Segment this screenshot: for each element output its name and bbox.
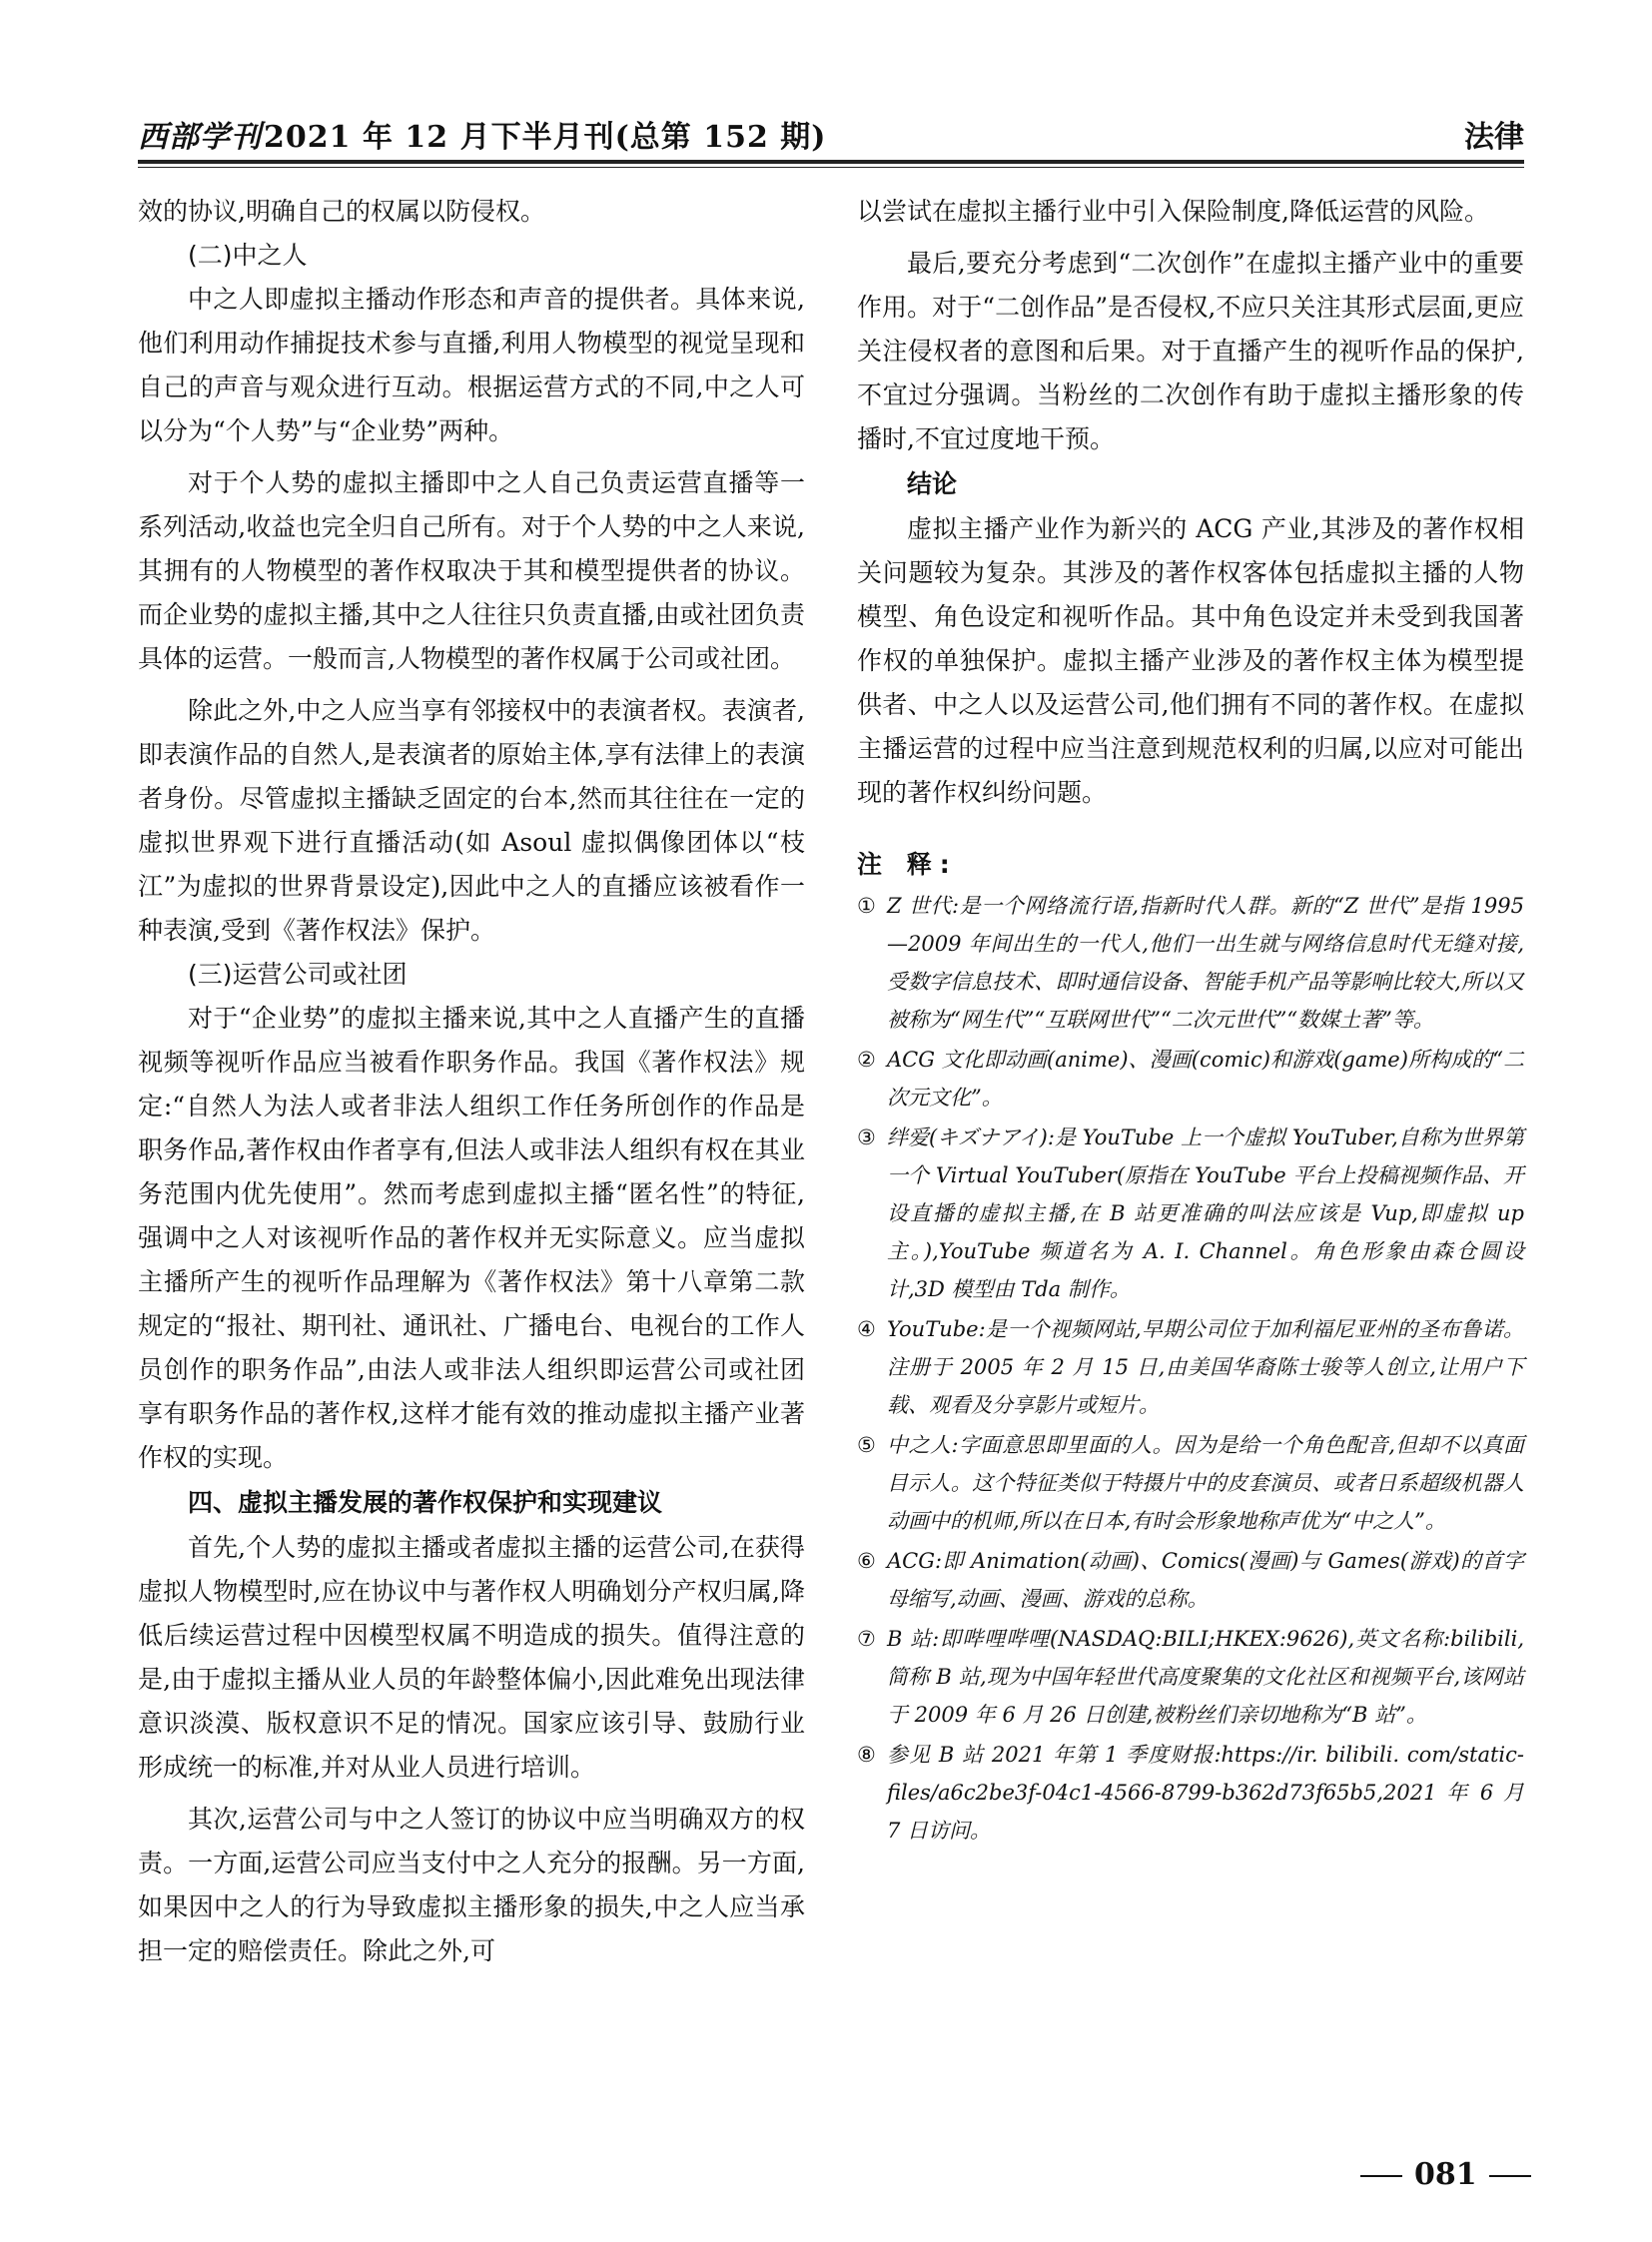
paragraph: 最后,要充分考虑到“二次创作”在虚拟主播产业中的重要作用。对于“二创作品”是否侵权,不应只关注其形式层面,更应关注侵权者的意图和后果。对于直播产生的视听作品的保护,不宜过分强调。当粉丝的二次创作有助于虚拟主播形象的传播时,不宜过度地干预。 bbox=[857, 249, 1524, 453]
note-item: ③ 绊爱(キズナアイ):是 YouTube 上一个虚拟 YouTuber,自称为世界第一个 Virtual YouTuber(原指在 YouTube 平台上投稿视频作品、开设直播的虚拟主播,在 B 站更准确的叫法应该是 Vup,即虚拟 up 主。),YouTube 频道名为 A. I. Channel。角色形象由森仓圆设计,3D 模型由 Tda 制作。 bbox=[857, 1125, 1524, 1301]
left-column bbox=[138, 190, 805, 1973]
running-header bbox=[138, 110, 1524, 156]
header-rule-thin bbox=[138, 167, 1524, 168]
paragraph: 其次,运营公司与中之人签订的协议中应当明确双方的权责。一方面,运营公司应当支付中之人充分的报酬。另一方面,如果因中之人的行为导致虚拟主播形象的损失,中之人应当承担一定的赔偿责任。除此之外,可 bbox=[138, 1805, 805, 1965]
dash-right bbox=[1489, 2175, 1531, 2177]
note-item: ① Z 世代:是一个网络流行语,指新时代人群。新的“Z 世代”是指 1995—2009 年间出生的一代人,他们一出生就与网络信息时代无缝对接,受数字信息技术、即时通信设备、智能手机产品等影响比较大,所以又被称为“网生代”“互联网世代”“二次元世代”“数媒土著”等。 bbox=[857, 894, 1524, 1032]
note-item: ⑦ B 站:即哔哩哔哩(NASDAQ:BILI;HKEX:9626),英文名称:bilibili,简称 B 站,现为中国年轻世代高度聚集的文化社区和视频平台,该网站于 2009 年 6 月 26 日创建,被粉丝们亲切地称为“B 站”。 bbox=[857, 1627, 1524, 1727]
subheading: (二)中之人 bbox=[188, 241, 308, 270]
note-item: ② ACG 文化即动画(anime)、漫画(comic)和游戏(game)所构成的“二次元文化”。 bbox=[857, 1048, 1524, 1110]
notes-list bbox=[857, 887, 1524, 1850]
paragraph: 效的协议,明确自己的权属以防侵权。 bbox=[138, 197, 545, 226]
paragraph: 对于“企业势”的虚拟主播来说,其中之人直播产生的直播视频等视听作品应当被看作职务作品。我国《著作权法》规定:“自然人为法人或者非法人组织工作任务所创作的作品是职务作品,著作权由作者享有,但法人或非法人组织有权在其业务范围内优先使用”。然而考虑到虚拟主播“匿名性”的特征,强调中之人对该视听作品的著作权并无实际意义。应当虚拟主播所产生的视听作品理解为《著作权法》第十八章第二款规定的“报社、期刊社、通讯社、广播电台、电视台的工作人员创作的职务作品”,由法人或非法人组织即运营公司或社团享有职务作品的著作权,这样才能有效的推动虚拟主播产业著作权的实现。 bbox=[138, 1004, 805, 1472]
notes-title: 注 释: bbox=[857, 850, 958, 879]
paragraph: 对于个人势的虚拟主播即中之人自己负责运营直播等一系列活动,收益也完全归自己所有。对于个人势的中之人来说,其拥有的人物模型的著作权取决于其和模型提供者的协议。而企业势的虚拟主播,其中之人往往只负责直播,由或社团负责具体的运营。一般而言,人物模型的著作权属于公司或社团。 bbox=[138, 468, 805, 673]
note-item: ⑥ ACG:即 Animation(动画)、Comics(漫画)与 Games(游戏)的首字母缩写,动画、漫画、游戏的总称。 bbox=[857, 1549, 1524, 1611]
journal-title bbox=[138, 112, 826, 156]
issue-info: 2021 年 12 月下半月刊(总第 152 期) bbox=[264, 120, 827, 155]
paragraph: 以尝试在虚拟主播行业中引入保险制度,降低运营的风险。 bbox=[857, 197, 1489, 226]
paragraph: 除此之外,中之人应当享有邻接权中的表演者权。表演者,即表演作品的自然人,是表演者的原始主体,享有法律上的表演者身份。尽管虚拟主播缺乏固定的台本,然而其往往在一定的虚拟世界观下进行直播活动(如 Asoul 虚拟偶像团体以“枝江”为虚拟的世界背景设定),因此中之人的直播应该被看作一种表演,受到《著作权法》保护。 bbox=[138, 696, 805, 945]
paragraph: 中之人即虚拟主播动作形态和声音的提供者。具体来说,他们利用动作捕捉技术参与直播,利用人物模型的视觉呈现和自己的声音与观众进行互动。根据运营方式的不同,中之人可以分为“个人势”与“企业势”两种。 bbox=[138, 285, 805, 445]
right-column bbox=[857, 190, 1524, 1852]
paragraph: 虚拟主播产业作为新兴的 ACG 产业,其涉及的著作权相关问题较为复杂。其涉及的著作权客体包括虚拟主播的人物模型、角色设定和视听作品。其中角色设定并未受到我国著作权的单独保护。虚拟主播产业涉及的著作权主体为模型提供者、中之人以及运营公司,他们拥有不同的著作权。在虚拟主播运营的过程中应当注意到规范权利的归属,以应对可能出现的著作权纠纷问题。 bbox=[857, 514, 1524, 807]
header-rule bbox=[138, 160, 1524, 164]
section-heading: 结论 bbox=[907, 469, 958, 498]
section-label: 法律 bbox=[1464, 120, 1524, 155]
journal-logo: 西部学刊 bbox=[138, 120, 262, 155]
note-item: ⑧ 参见 B 站 2021 年第 1 季度财报:https://ir. bilibili. com/static-files/a6c2be3f-04c1-4566-8799-b362d73f65b5,2021 年 6 月 7 日访问。 bbox=[857, 1743, 1524, 1843]
subheading: (三)运营公司或社团 bbox=[188, 960, 408, 989]
paragraph: 首先,个人势的虚拟主播或者虚拟主播的运营公司,在获得虚拟人物模型时,应在协议中与著作权人明确划分产权归属,降低后续运营过程中因模型权属不明造成的损失。值得注意的是,由于虚拟主播从业人员的年龄整体偏小,因此难免出现法律意识淡漠、版权意识不足的情况。国家应该引导、鼓励行业形成统一的标准,并对从业人员进行培训。 bbox=[138, 1533, 805, 1782]
dash-left bbox=[1360, 2175, 1402, 2177]
note-item: ④ YouTube:是一个视频网站,早期公司位于加利福尼亚州的圣布鲁诺。注册于 2005 年 2 月 15 日,由美国华裔陈士骏等人创立,让用户下载、观看及分享影片或短片。 bbox=[857, 1317, 1524, 1417]
section-heading: 四、虚拟主播发展的著作权保护和实现建议 bbox=[188, 1488, 663, 1517]
note-item: ⑤ 中之人:字面意思即里面的人。因为是给一个角色配音,但却不以真面目示人。这个特征类似于特摄片中的皮套演员、或者日系超级机器人动画中的机师,所以在日本,有时会形象地称声优为“中之人”。 bbox=[857, 1433, 1524, 1533]
page-number: 081 bbox=[1348, 2157, 1543, 2192]
